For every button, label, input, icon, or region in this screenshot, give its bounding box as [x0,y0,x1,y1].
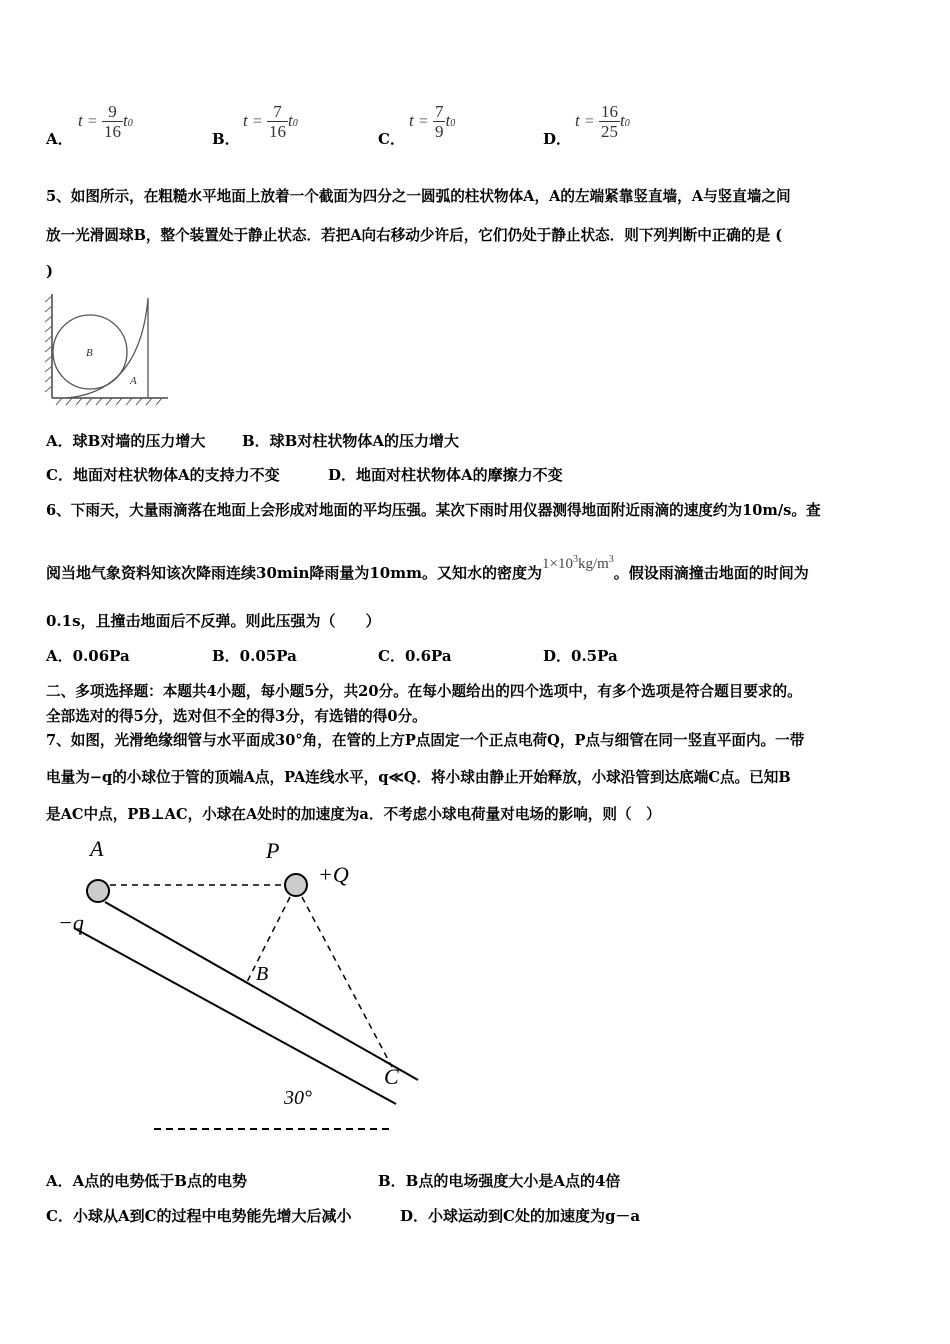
q4-option-a[interactable] [46,128,73,149]
ball-a [87,880,109,902]
equals: = [584,113,594,130]
pc-dashed-line [302,897,392,1067]
q6-text-part-2: 。假设雨滴撞击地面的时间为 [613,564,809,582]
q6-text-line-1: 6、下雨天，大量雨滴落在地面上会形成对地面的平均压强。某次下雨时用仪器测得地面附近雨滴的速度约为10m/s。查 [46,502,821,519]
q4-option-d[interactable] [543,128,571,149]
denominator: 16 [268,122,286,141]
tube-upper-line [105,902,418,1080]
tube-lower-line [74,928,396,1104]
equals: = [87,113,97,130]
label-p: P [266,838,280,863]
q6-option-a[interactable]: A．0.06Pa [46,647,130,665]
numerator: 16 [600,102,618,121]
q5-text-line-2: 放一光滑圆球B，整个装置处于静止状态．若把A向右移动少许后，它们仍处于静止状态．则下列判断中正确的是 ( [46,227,783,244]
option-letter: C． [378,130,405,148]
numerator: 7 [434,102,444,121]
subscript: 0 [292,118,298,129]
q7-text-line-3: 是AC中点，PB⊥AC，小球在A处时的加速度为a．不考虑小球电荷量对电场的影响，则（ ） [46,806,661,823]
q7-option-b[interactable]: B．B点的电场强度大小是A点的4倍 [378,1172,621,1190]
q4-option-a-formula [78,102,133,141]
numerator: 7 [267,102,288,122]
q6-option-c[interactable]: C．0.6Pa [378,647,452,665]
label-c: C [384,1064,399,1089]
subscript: 0 [127,118,133,129]
q6-option-d[interactable]: D．0.5Pa [543,647,618,665]
label-angle: 30° [284,1087,312,1109]
label-b: B [256,963,269,985]
q6-text-line-2 [46,554,809,583]
q7-text-line-2: 电量为−q的小球位于管的顶端A点，PA连线水平，q≪Q．将小球由静止开始释放，小球沿管到达底端C点。已知B [46,769,791,786]
density-unit-exp: 3 [608,554,614,565]
q5-option-b[interactable]: B．球B对柱状物体A的压力增大 [242,432,459,450]
equals: = [252,113,262,130]
q5-text-line-3: ) [46,262,54,280]
q7-option-a[interactable]: A．A点的电势低于B点的电势 [46,1172,247,1190]
q5-option-a[interactable]: A．球B对墙的压力增大 [46,432,206,450]
fraction [433,102,446,141]
q5-option-d[interactable]: D．地面对柱状物体A的摩擦力不变 [328,466,563,484]
option-letter: B． [212,130,240,148]
var-t0: t [445,111,451,130]
q5-option-c[interactable]: C．地面对柱状物体A的支持力不变 [46,466,280,484]
q7-option-d[interactable]: D．小球运动到C处的加速度为g－a [400,1207,641,1225]
q7-figure [50,832,440,1142]
q4-option-b-formula [243,102,298,141]
denominator: 16 [103,122,121,141]
density-exp: 3 [572,554,578,565]
label-a: A [90,836,104,861]
q4-option-d-formula [575,102,630,141]
q6-option-b[interactable]: B．0.05Pa [212,647,297,665]
numerator: 9 [102,102,123,122]
var-t: t [409,111,414,130]
q6-text-line-3: 0.1s，且撞击地面后不反弹。则此压强为（ ） [46,612,381,630]
wall-hatch [45,296,52,392]
ground-hatch [56,398,162,405]
density-unit: kg/m [577,556,609,572]
subscript: 0 [624,118,630,129]
q4-option-b[interactable] [212,128,240,149]
option-letter: A． [46,130,73,148]
denominator: 9 [434,122,444,141]
section-2-heading-line-1: 二、多项选择题：本题共4小题，每小题5分，共20分。在每小题给出的四个选项中，有多个选项是符合题目要求的。 [46,683,802,700]
charge-p [285,874,307,896]
q7-text-line-1: 7、如图，光滑绝缘细管与水平面成30°角，在管的上方P点固定一个正点电荷Q，P点与细管在同一竖直平面内。一带 [46,732,805,749]
density-value [542,556,614,572]
density-base: 1×10 [541,556,573,572]
fraction [267,102,288,141]
var-t: t [78,111,83,130]
q5-figure [44,292,174,406]
label-minus-q: −q [58,910,84,935]
var-t0: t [122,111,128,130]
q7-option-c[interactable]: C．小球从A到C的过程中电势能先增大后减小 [46,1207,352,1225]
label-a: A [130,375,137,387]
equals: = [418,113,428,130]
var-t: t [575,111,580,130]
q6-text-part-1: 阅当地气象资料知该次降雨连续30min降雨量为10mm。又知水的密度为 [46,564,542,582]
label-b: B [86,347,93,359]
q4-option-c[interactable] [378,128,405,149]
q5-text-line-1: 5、如图所示，在粗糙水平地面上放着一个截面为四分之一圆弧的柱状物体A，A的左端紧靠竖直墙，A与竖直墙之间 [46,188,791,205]
denominator: 25 [600,122,618,141]
fraction [599,102,620,141]
label-plus-q: +Q [318,862,349,887]
var-t: t [243,111,248,130]
option-letter: D． [543,130,572,148]
section-2-heading-line-2: 全部选对的得5分，选对但不全的得3分，有选错的得0分。 [46,708,427,725]
subscript: 0 [450,118,456,129]
var-t0: t [619,111,625,130]
q4-option-c-formula [409,102,455,141]
fraction [102,102,123,141]
var-t0: t [287,111,293,130]
